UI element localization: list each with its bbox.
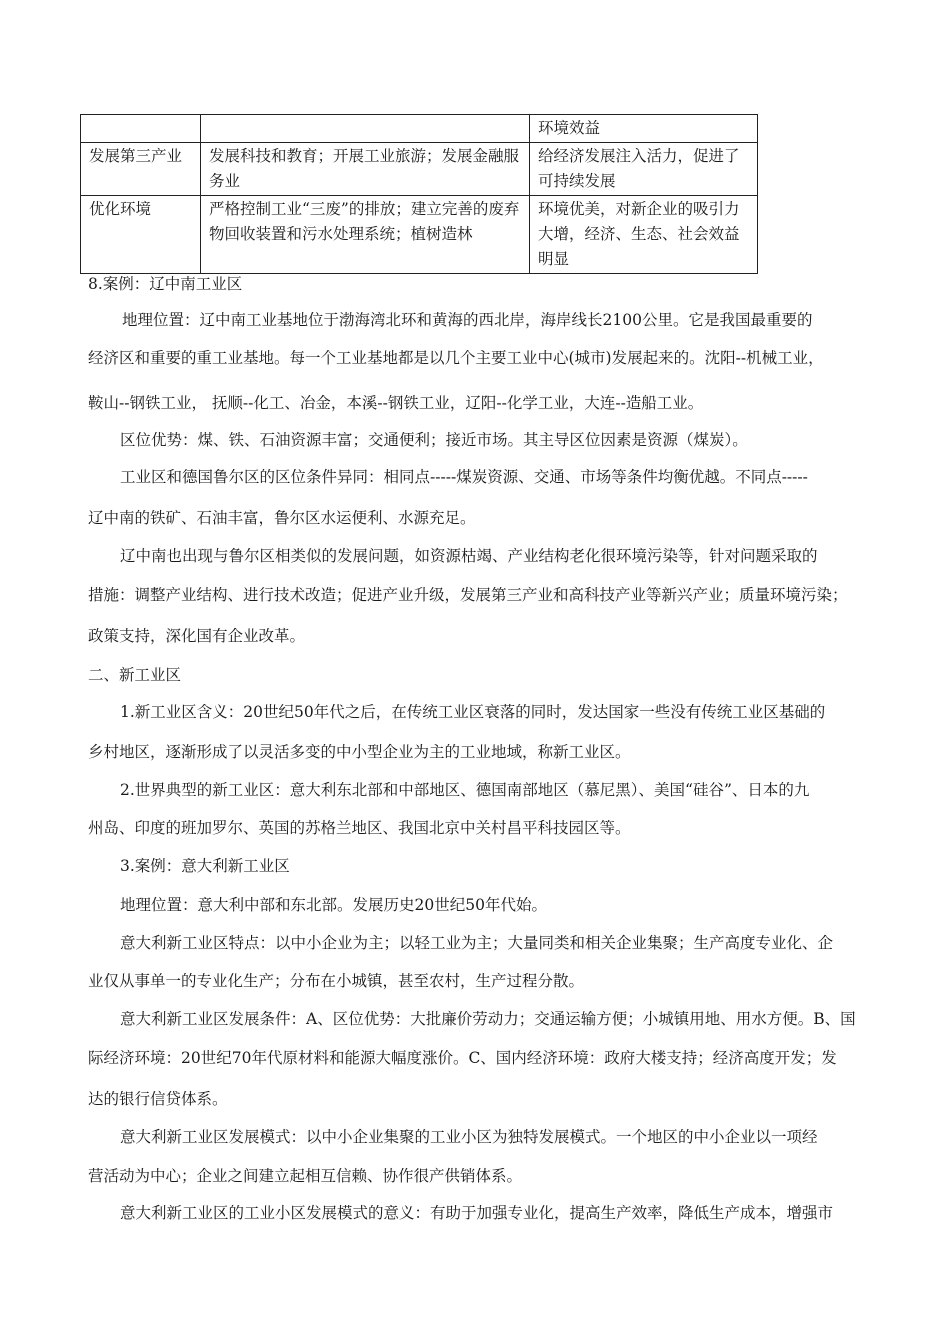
table-row [81,143,758,196]
paragraph-line: 营活动为中心；企业之间建立起相互信赖、协作很产供销体系。 [88,1167,523,1185]
paragraph-line: 措施：调整产业结构、进行技术改造；促进产业升级，发展第三产业和高科技产业等新兴产业；质量环境污染； [88,586,848,604]
table-cell: 发展第三产业 [81,143,201,196]
table-cell: 严格控制工业“三废”的排放；建立完善的废弃物回收装置和污水处理系统；植树造林 [201,196,530,274]
paragraph-line: 经济区和重要的重工业基地。每一个工业基地都是以几个主要工业中心(城市)发展起来的。沈阳--机械工业， [88,349,824,367]
paragraph-line: 地理位置：辽中南工业基地位于渤海湾北环和黄海的西北岸，海岸线长2100公里。它是我国最重要的 [122,311,813,329]
paragraph-line: 地理位置：意大利中部和东北部。发展历史20世纪50年代始。 [120,896,547,914]
paragraph-line: 意大利新工业区发展模式：以中小企业集聚的工业小区为独特发展模式。一个地区的中小企业以一项经 [120,1128,818,1146]
paragraph-line: 乡村地区，逐渐形成了以灵活多变的中小型企业为主的工业地域，称新工业区。 [88,743,631,761]
case-heading: 8.案例：辽中南工业区 [88,275,243,293]
paragraph-line: 政策支持，深化国有企业改革。 [88,627,306,645]
case-heading: 3.案例：意大利新工业区 [120,857,290,875]
table-cell: 环境效益 [530,115,758,143]
paragraph-line: 业仅从事单一的专业化生产；分布在小城镇，甚至农村，生产过程分散。 [88,972,585,990]
paragraph-line: 工业区和德国鲁尔区的区位条件异同：相同点-----煤炭资源、交通、市场等条件均衡优越。不同点----- [120,468,808,486]
paragraph-line: 达的银行信贷体系。 [88,1090,228,1108]
paragraph-line: 意大利新工业区的工业小区发展模式的意义：有助于加强专业化，提高生产效率，降低生产成本，增强市 [120,1204,834,1222]
paragraph-line: 2.世界典型的新工业区：意大利东北部和中部地区、德国南部地区（慕尼黑）、美国“硅谷”、日本的九 [120,781,810,799]
measures-table [80,114,758,274]
paragraph-line: 意大利新工业区特点：以中小企业为主；以轻工业为主；大量同类和相关企业集聚；生产高度专业化、企 [120,934,834,952]
table-cell: 发展科技和教育；开展工业旅游；发展金融服务业 [201,143,530,196]
paragraph-line: 州岛、印度的班加罗尔、英国的苏格兰地区、我国北京中关村昌平科技园区等。 [88,819,631,837]
paragraph-line: 意大利新工业区发展条件：A、区位优势：大批廉价劳动力；交通运输方便；小城镇用地、用水方便。B、国 [120,1010,856,1028]
paragraph-line: 辽中南也出现与鲁尔区相类似的发展问题，如资源枯竭、产业结构老化很环境污染等，针对问题采取的 [120,547,818,565]
paragraph-line: 区位优势：煤、铁、石油资源丰富；交通便利；接近市场。其主导区位因素是资源（煤炭）。 [120,431,748,449]
table-cell: 优化环境 [81,196,201,274]
paragraph-line: 辽中南的铁矿、石油丰富，鲁尔区水运便利、水源充足。 [88,509,476,527]
table-cell [201,115,530,143]
paragraph-line: 际经济环境：20世纪70年代原材料和能源大幅度涨价。C、国内经济环境：政府大楼支持；经济高度开发；发 [88,1049,837,1067]
section-heading: 二、新工业区 [88,666,182,684]
table-row [81,196,758,274]
table-cell [81,115,201,143]
paragraph-line: 1.新工业区含义：20世纪50年代之后，在传统工业区衰落的同时，发达国家一些没有传统工业区基础的 [120,703,826,721]
table-cell: 给经济发展注入活力，促进了可持续发展 [530,143,758,196]
paragraph-line: 鞍山--钢铁工业， 抚顺--化工、冶金，本溪--钢铁工业，辽阳--化学工业，大连--造船工业。 [88,394,704,412]
table-row [81,115,758,143]
table-cell: 环境优美，对新企业的吸引力大增，经济、生态、社会效益明显 [530,196,758,274]
